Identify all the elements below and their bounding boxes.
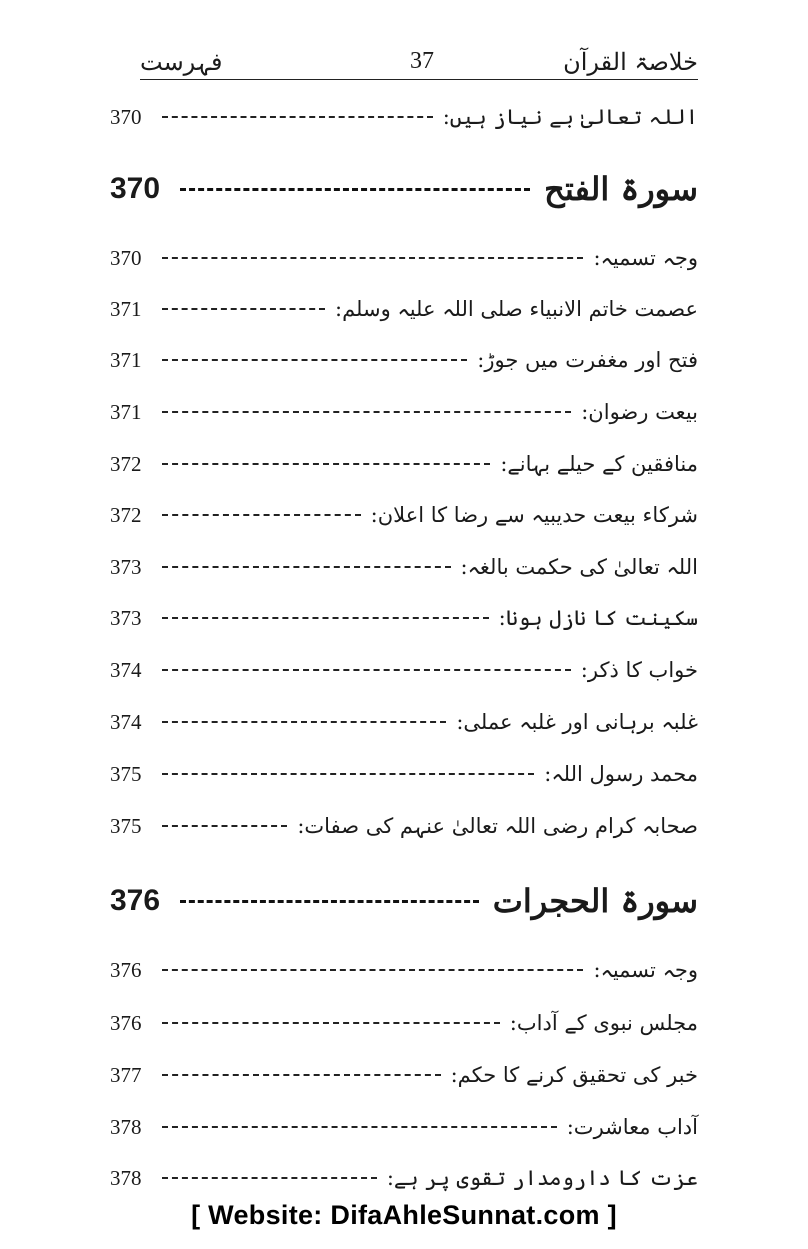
toc-entry-page: 373 xyxy=(110,554,142,579)
toc-entry xyxy=(110,497,698,533)
toc-entry xyxy=(110,291,698,327)
leader-dashes xyxy=(162,669,571,671)
toc-entry-title: صحابہ کرام رضی اللہ تعالیٰ عنہم کی صفات: xyxy=(297,814,698,838)
toc-entry-title: آداب معاشرت: xyxy=(566,1115,698,1139)
toc-entry-page: 378 xyxy=(110,1114,142,1139)
surah-heading-title: سورۃ الفتح xyxy=(544,170,698,208)
leader-dashes xyxy=(162,411,571,413)
toc-entry xyxy=(110,1109,698,1145)
surah-heading xyxy=(110,164,698,214)
toc-entry-page: 372 xyxy=(110,451,142,476)
toc-entry-title: بیعت رضوان: xyxy=(581,400,698,424)
toc-entry-page: 374 xyxy=(110,709,142,734)
toc-entry-title: عصمت خاتم الانبیاء صلی اللہ علیہ وسلم: xyxy=(335,297,698,321)
toc-entry-page: 374 xyxy=(110,657,142,682)
toc-entry-page: 376 xyxy=(110,1010,142,1035)
toc-entry-title: غلبہ برہانی اور غلبہ عملی: xyxy=(456,710,698,734)
leader-dashes xyxy=(162,463,490,465)
leader-dashes xyxy=(162,1126,557,1128)
surah-heading xyxy=(110,876,698,926)
page-header xyxy=(140,42,698,82)
toc-entry-title: عزت کا دارومدار تقوی پر ہے: xyxy=(386,1166,698,1190)
toc-entry-page: 371 xyxy=(110,296,142,321)
toc-entry-page: 378 xyxy=(110,1165,142,1190)
toc-entry xyxy=(110,446,698,482)
toc-entry xyxy=(110,952,698,988)
toc-entry xyxy=(110,652,698,688)
header-rule xyxy=(140,79,698,80)
toc-entry-page: 371 xyxy=(110,399,142,424)
leader-dashes xyxy=(162,1022,500,1024)
toc-entry-title: محمد رسول اللہ: xyxy=(544,762,698,786)
leader-dashes xyxy=(162,969,583,971)
toc-entry-page: 372 xyxy=(110,502,142,527)
leader-dashes xyxy=(162,359,467,361)
toc-entry xyxy=(110,394,698,430)
toc-entry xyxy=(110,704,698,740)
toc-entry-page: 377 xyxy=(110,1062,142,1087)
toc-entry-title: فتح اور مغفرت میں جوڑ: xyxy=(477,348,698,372)
leader-dashes xyxy=(162,773,534,775)
header-book-title: خلاصۃ القرآن xyxy=(563,48,698,76)
toc-entry xyxy=(110,1160,698,1196)
header-section-title: فہرست xyxy=(140,48,223,76)
leader-dashes xyxy=(180,900,479,903)
toc-entry xyxy=(110,99,698,135)
toc-entry-title: اللہ تعالیٰ کی حکمت بالغہ: xyxy=(460,555,698,579)
toc-entry-title: وجہ تسمیہ: xyxy=(593,246,698,270)
toc-entry-page: 370 xyxy=(110,104,142,129)
toc-entry-title: اللہ تعالیٰ بے نیاز ہیں: xyxy=(442,105,698,129)
toc-entry xyxy=(110,342,698,378)
toc-entry xyxy=(110,808,698,844)
leader-dashes xyxy=(162,116,433,118)
toc-entry xyxy=(110,240,698,276)
toc-entry-page: 373 xyxy=(110,605,142,630)
toc-entry xyxy=(110,756,698,792)
leader-dashes xyxy=(162,825,287,827)
toc-entry-title: سکینت کا نازل ہونا: xyxy=(498,606,698,630)
toc-entry xyxy=(110,1005,698,1041)
website-footer: [ Website: DifaAhleSunnat.com ] xyxy=(191,1200,617,1230)
toc-entry-page: 375 xyxy=(110,813,142,838)
toc-entry-page: 370 xyxy=(110,245,142,270)
leader-dashes xyxy=(162,1074,441,1076)
toc-entry-title: منافقین کے حیلے بہانے: xyxy=(500,452,698,476)
leader-dashes xyxy=(162,617,489,619)
surah-heading-title: سورۃ الحجرات xyxy=(492,882,698,920)
leader-dashes xyxy=(162,566,451,568)
toc-entry-page: 375 xyxy=(110,761,142,786)
header-page-number: 37 xyxy=(410,48,434,74)
toc-entry xyxy=(110,600,698,636)
toc-entry-page: 376 xyxy=(110,957,142,982)
surah-heading-page: 376 xyxy=(110,884,161,917)
toc-entry-title: شرکاء بیعت حدیبیہ سے رضا کا اعلان: xyxy=(370,503,698,527)
toc-entry-title: خبر کی تحقیق کرنے کا حکم: xyxy=(450,1063,698,1087)
toc-entry-page: 371 xyxy=(110,347,142,372)
leader-dashes xyxy=(162,721,446,723)
leader-dashes xyxy=(162,308,325,310)
toc-entry xyxy=(110,1057,698,1093)
toc-entry-title: خواب کا ذکر: xyxy=(580,658,698,682)
leader-dashes xyxy=(162,1177,377,1179)
leader-dashes xyxy=(162,514,361,516)
leader-dashes xyxy=(162,257,583,259)
toc-entry-title: وجہ تسمیہ: xyxy=(593,958,698,982)
surah-heading-page: 370 xyxy=(110,172,161,205)
toc-entry xyxy=(110,549,698,585)
toc-entry-title: مجلس نبوی کے آداب: xyxy=(509,1011,698,1035)
leader-dashes xyxy=(180,188,530,191)
